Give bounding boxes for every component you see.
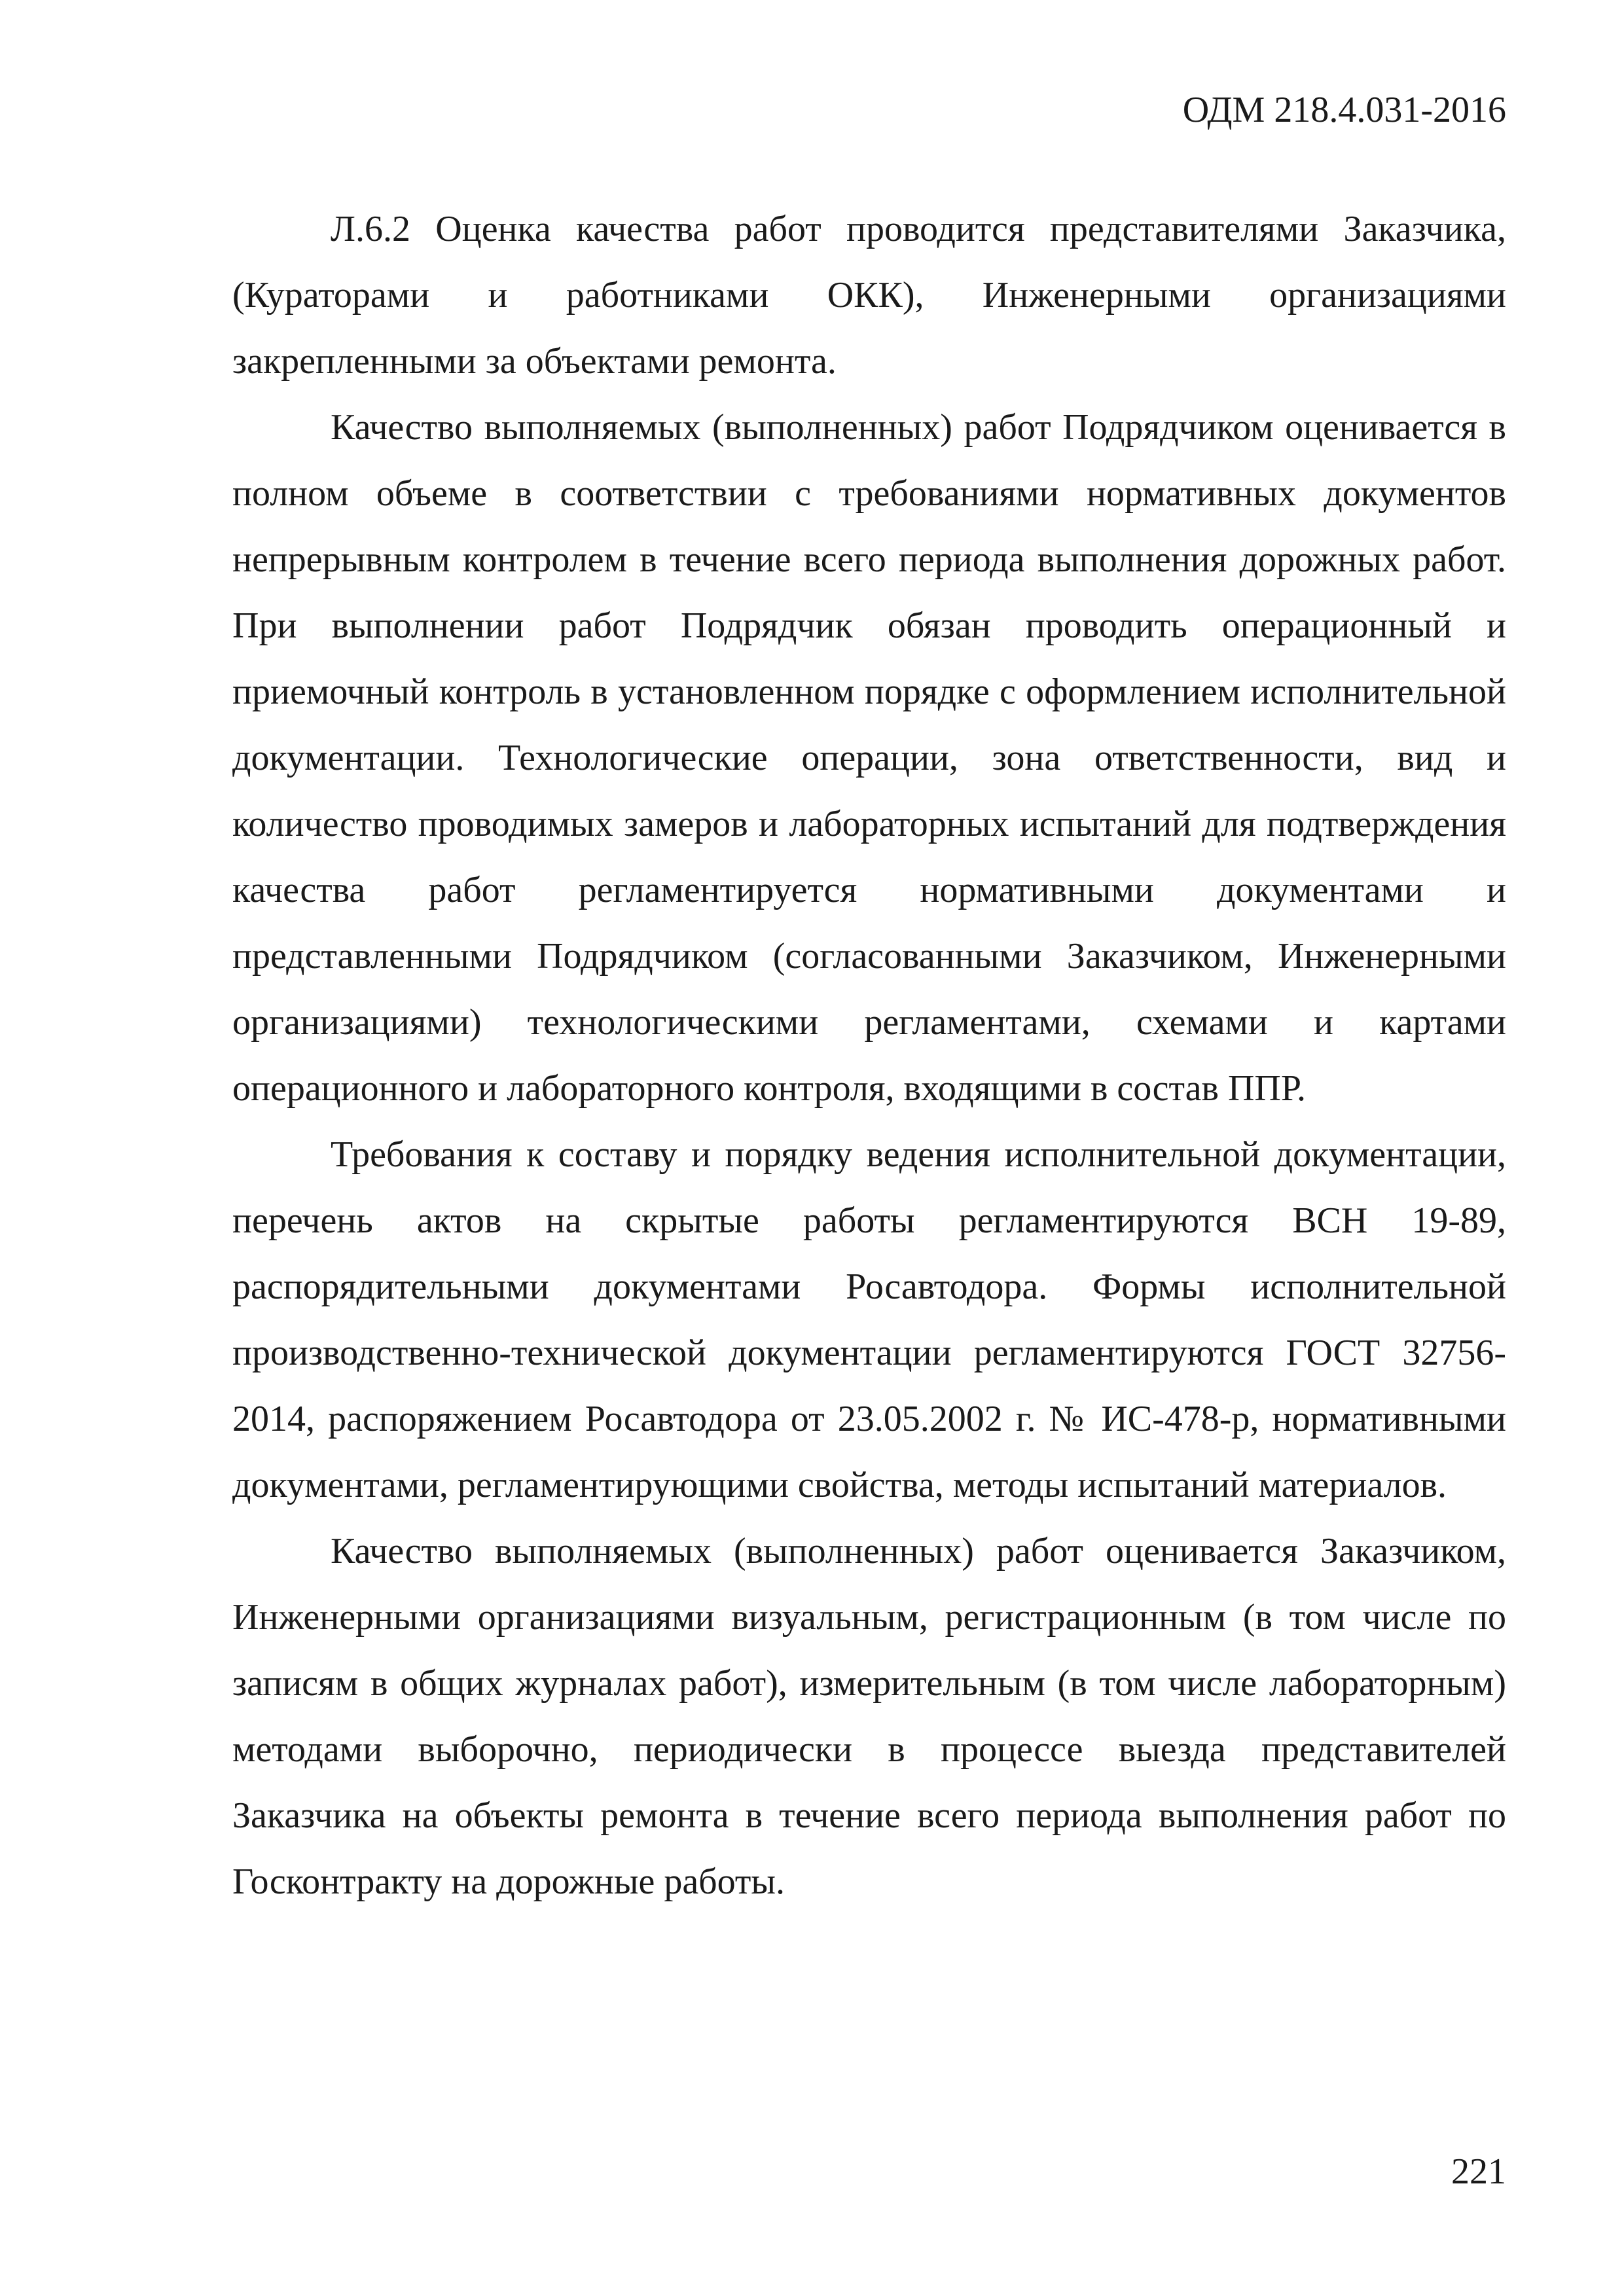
page-number: 221 (1451, 2151, 1506, 2192)
document-code: ОДМ 218.4.031-2016 (1182, 90, 1506, 130)
paragraph-quality-assessment: Л.6.2 Оценка качества работ проводится представителями Заказчика, (Кураторами и работниками ОКК), Инженерными организациями закрепленными за объектами ремонта. (232, 209, 1506, 382)
page-body (232, 196, 1506, 1915)
paragraph-documentation-requirements: Требования к составу и порядку ведения исполнительной документации, перечень актов на скрытые работы регламентируются ВСН 19-89, распорядительными документами Росавтодора. Формы исполнительной производственно-технической документации регламентируются ГОСТ 32756-2014, распоряжением Росавтодора от 23.05.2002 г. № ИС-478-р, нормативными документами, регламентирующими свойства, методы испытаний материалов. (232, 1134, 1506, 1505)
paragraph-assessment-methods: Качество выполняемых (выполненных) работ оценивается Заказчиком, Инженерными организациями визуальным, регистрационным (в том числе по записям в общих журналах работ), измерительным (в том числе лабораторным) методами выборочно, периодически в процессе выезда представителей Заказчика на объекты ремонта в течение всего периода выполнения работ по Госконтракту на дорожные работы. (232, 1531, 1506, 1902)
paragraph-contractor-control: Качество выполняемых (выполненных) работ Подрядчиком оценивается в полном объеме в соответствии с требованиями нормативных документов непрерывным контролем в течение всего периода выполнения дорожных работ. При выполнении работ Подрядчик обязан проводить операционный и приемочный контроль в установленном порядке с оформлением исполнительной документации. Технологические операции, зона ответственности, вид и количество проводимых замеров и лабораторных испытаний для подтверждения качества работ регламентируется нормативными документами и представленными Подрядчиком (согласованными Заказчиком, Инженерными организациями) технологическими регламентами, схемами и картами операционного и лабораторного контроля, входящими в состав ППР. (232, 407, 1506, 1109)
